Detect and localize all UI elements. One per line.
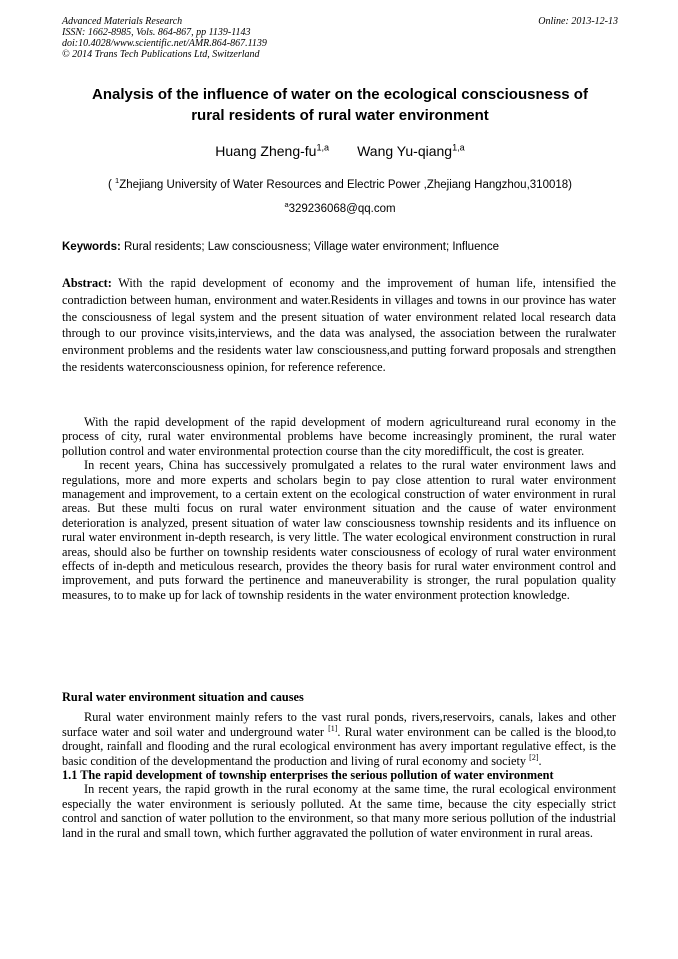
title-line-1: Analysis of the influence of water on the ecological consciousness of [92, 86, 588, 103]
body-text [62, 415, 616, 602]
section-paragraph [62, 710, 616, 768]
doi-line: doi:10.4028/www.scientific.net/AMR.864-867.1139 [62, 38, 267, 49]
author-2-affil-mark: 1,a [452, 142, 465, 153]
online-date: Online: 2013-12-13 [538, 16, 618, 27]
email-mark: a [284, 200, 289, 210]
subsection-paragraph: In recent years, the rapid growth in the rural economy at the same time, the rural ecological environment especially the water environment is seriously polluted. At the same time, because the city especially strict control and sanction of water pollution to the environment, so that many more serious pollution of the industrial land in the rural and small town, which further aggravated the pollution of water environment in rural areas. [62, 782, 616, 840]
keywords-label: Keywords: [62, 241, 121, 253]
issn-line: ISSN: 1662-8985, Vols. 864-867, pp 1139-1143 [62, 27, 251, 38]
section-text-b: . Rural water environment can be called is the blood,to drought, rainfall and flooding and the rural ecological environment has avery important regulative effect, is the basic condition of the developmentand the production and living of rural economy and society [62, 724, 617, 768]
title-line-2: rural residents of rural water environment [191, 107, 489, 124]
abstract-label: Abstract: [62, 276, 112, 290]
citation-1: [1] [328, 723, 338, 733]
copyright-line: © 2014 Trans Tech Publications Ltd, Switzerland [62, 49, 260, 60]
author-1-affil-mark: 1,a [316, 142, 330, 153]
author-2-name: Wang Yu-qiang [357, 143, 453, 159]
section-text-c: . [538, 753, 542, 768]
keywords [62, 239, 618, 255]
running-header [62, 16, 618, 60]
affiliation-mark: 1 [115, 176, 120, 186]
email-address: 329236068@qq.com [288, 203, 396, 215]
section-text-a: Rural water environment mainly refers to the vast rural ponds, rivers,reservoirs, canals, lakes and other surface water and soil water and underground water [62, 710, 616, 739]
affiliation [60, 177, 620, 193]
abstract [62, 275, 616, 376]
journal-name: Advanced Materials Research [62, 16, 183, 27]
keywords-text: Rural residents; Law consciousness; Village water environment; Influence [124, 241, 500, 253]
citation-2: [2] [529, 752, 539, 762]
abstract-text: With the rapid development of economy and the improvement of human life, intensified the contradiction between human, environment and water.Residents in villages and towns in our province has water the consciousness of legal system and the present situation of water environment related local research data through to our province visits,interviews, and the data was analysed, the association between the ruralwater environment problems and the residents water law consciousness,and putting forward proposals and strengthen the residents waterconsciousness opinion, for reference reference. [62, 276, 616, 374]
subsection-heading: 1.1 The rapid development of township enterprises the serious pollution of water environment [62, 768, 554, 783]
section-rural-water [62, 690, 616, 840]
author-email [60, 201, 620, 217]
affiliation-open: ( [108, 179, 112, 191]
section-heading: Rural water environment situation and causes [62, 690, 304, 704]
author-list [60, 142, 620, 160]
paper-title [60, 84, 620, 126]
body-paragraph-1: With the rapid development of the rapid development of modern agricultureand rural economy in the process of city, rural water environmental problems have become increasingly prominent, the rural water pollution control and water environmental protection course than the city moredifficult, the cost is greater. [62, 415, 616, 458]
author-1-name: Huang Zheng-fu [215, 143, 317, 159]
affiliation-text: Zhejiang University of Water Resources and Electric Power ,Zhejiang Hangzhou,310018) [119, 179, 572, 191]
body-paragraph-2: In recent years, China has successively promulgated a relates to the rural water environment laws and regulations, more and more experts and scholars begin to pay close attention to rural water environment management and improvement, to a certain extent on the ecological construction of water environment in rural areas. But these multi focus on rural water environment situation and the cause of water environment deterioration is analyzed, present situation of water law consciousness township residents and its influence on rural water environment in-depth research, is very little. The water ecological environment construction in rural areas, should also be further on township residents water consciousness of ecology of rural water environment effects of in-depth and meticulous research, provides the theory basis for rural water environment control and improvement, and puts forward the pertinence and maneuverability is stronger, the rural population quality measures, to to make up for lack of township residents in the water environment protection knowledge. [62, 458, 616, 602]
